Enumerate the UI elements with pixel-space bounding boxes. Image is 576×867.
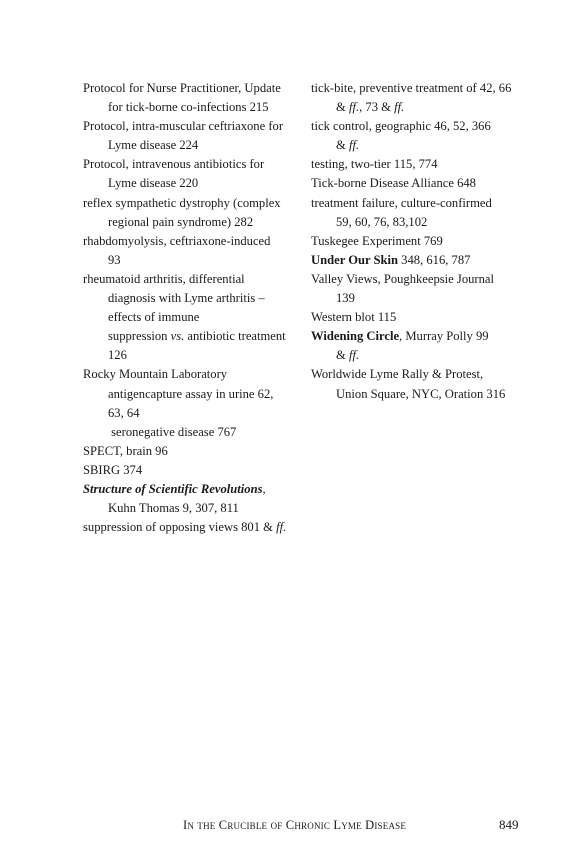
index-entry bbox=[311, 270, 531, 308]
entry-text: , bbox=[262, 481, 266, 496]
entry-italic: ff. bbox=[276, 520, 287, 535]
entry-continuation: 93 bbox=[108, 252, 121, 267]
index-entry bbox=[83, 442, 305, 461]
entry-text: tick control, geographic 46, 52, 366 bbox=[311, 119, 491, 134]
index-entry bbox=[311, 155, 531, 174]
index-entry bbox=[83, 155, 305, 193]
entry-continuation: & ff. bbox=[336, 348, 360, 363]
page-number: 849 bbox=[499, 817, 519, 832]
entry-continuation: Lyme disease 224 bbox=[108, 138, 199, 153]
entry-text: reflex sympathetic dystrophy (complex bbox=[83, 195, 281, 210]
entry-bold-italic: Structure of Scientific Revolutions bbox=[83, 481, 263, 496]
entry-continuation: seronegative disease 767 bbox=[108, 424, 237, 439]
index-entry bbox=[83, 232, 305, 270]
index-entry bbox=[83, 365, 305, 441]
entry-continuation: for tick-borne co-infections 215 bbox=[108, 100, 269, 115]
index-entry bbox=[83, 461, 305, 480]
entry-text: Tick-borne Disease Alliance 648 bbox=[311, 176, 476, 191]
index-subentry bbox=[83, 327, 305, 365]
entry-text: testing, two-tier 115, 774 bbox=[311, 157, 438, 172]
entry-continuation: & ff. bbox=[336, 138, 360, 153]
entry-continuation: diagnosis with Lyme arthritis – bbox=[108, 291, 265, 306]
entry-text: Protocol, intra-muscular ceftriaxone for bbox=[83, 119, 284, 134]
entry-text: Protocol for Nurse Practitioner, Update bbox=[83, 81, 281, 95]
entry-text: Worldwide Lyme Rally & Protest, bbox=[311, 367, 484, 382]
index-entry bbox=[311, 327, 531, 365]
index-entry bbox=[311, 308, 531, 327]
entry-continuation: regional pain syndrome) 282 bbox=[108, 214, 254, 229]
index-entry bbox=[311, 174, 531, 193]
entry-continuation: Kuhn Thomas 9, 307, 811 bbox=[108, 501, 239, 516]
entry-text: antibiotic treatment bbox=[184, 329, 286, 344]
index-entry bbox=[83, 117, 305, 155]
index-column-right bbox=[311, 79, 531, 404]
entry-text: Rocky Mountain Laboratory bbox=[83, 367, 228, 382]
index-entry bbox=[83, 194, 305, 232]
entry-text: treatment failure, culture-confirmed bbox=[311, 195, 492, 210]
entry-text: suppression bbox=[108, 329, 171, 344]
entry-text: Valley Views, Poughkeepsie Journal bbox=[311, 271, 494, 286]
entry-italic: vs. bbox=[170, 329, 185, 344]
entry-text: SBIRG 374 bbox=[83, 462, 143, 477]
entry-continuation: Lyme disease 220 bbox=[108, 176, 199, 191]
entry-bold: Widening Circle bbox=[311, 329, 400, 344]
index-entry bbox=[311, 194, 531, 232]
entry-continuation: 126 bbox=[108, 348, 127, 363]
index-entry bbox=[83, 79, 305, 117]
entry-continuation: 63, 64 bbox=[108, 405, 140, 420]
entry-text: rheumatoid arthritis, differential bbox=[83, 271, 245, 286]
running-title: In the Crucible of Chronic Lyme Disease bbox=[183, 818, 407, 832]
index-entry bbox=[83, 480, 305, 518]
entry-text: tick-bite, preventive treatment of 42, 66 bbox=[311, 81, 512, 95]
entry-continuation: Union Square, NYC, Oration 316 bbox=[336, 386, 506, 401]
entry-text: rhabdomyolysis, ceftriaxone-induced bbox=[83, 233, 271, 248]
entry-continuation: antigencapture assay in urine 62, bbox=[108, 386, 274, 401]
entry-bold: Under Our Skin bbox=[311, 252, 399, 267]
entry-text: 348, 616, 787 bbox=[398, 252, 471, 267]
index-entry bbox=[83, 270, 305, 327]
index-entry bbox=[311, 251, 531, 270]
entry-text: Western blot 115 bbox=[311, 310, 397, 325]
entry-continuation: 59, 60, 76, 83,102 bbox=[336, 214, 428, 229]
entry-text: suppression of opposing views 801 & bbox=[83, 520, 277, 535]
entry-continuation: & ff., 73 & ff. bbox=[336, 100, 405, 115]
entry-text: SPECT, brain 96 bbox=[83, 443, 168, 458]
index-entry bbox=[311, 365, 531, 403]
index-entry bbox=[311, 79, 531, 117]
entry-text: Tuskegee Experiment 769 bbox=[311, 233, 443, 248]
index-entry bbox=[311, 232, 531, 251]
entry-text: Protocol, intravenous antibiotics for bbox=[83, 157, 265, 172]
index-entry bbox=[311, 117, 531, 155]
entry-continuation: 139 bbox=[336, 291, 355, 306]
index-entry bbox=[83, 518, 305, 537]
index-column-left bbox=[83, 79, 305, 537]
entry-text: , Murray Polly 99 bbox=[399, 329, 489, 344]
entry-continuation: effects of immune bbox=[108, 310, 200, 325]
